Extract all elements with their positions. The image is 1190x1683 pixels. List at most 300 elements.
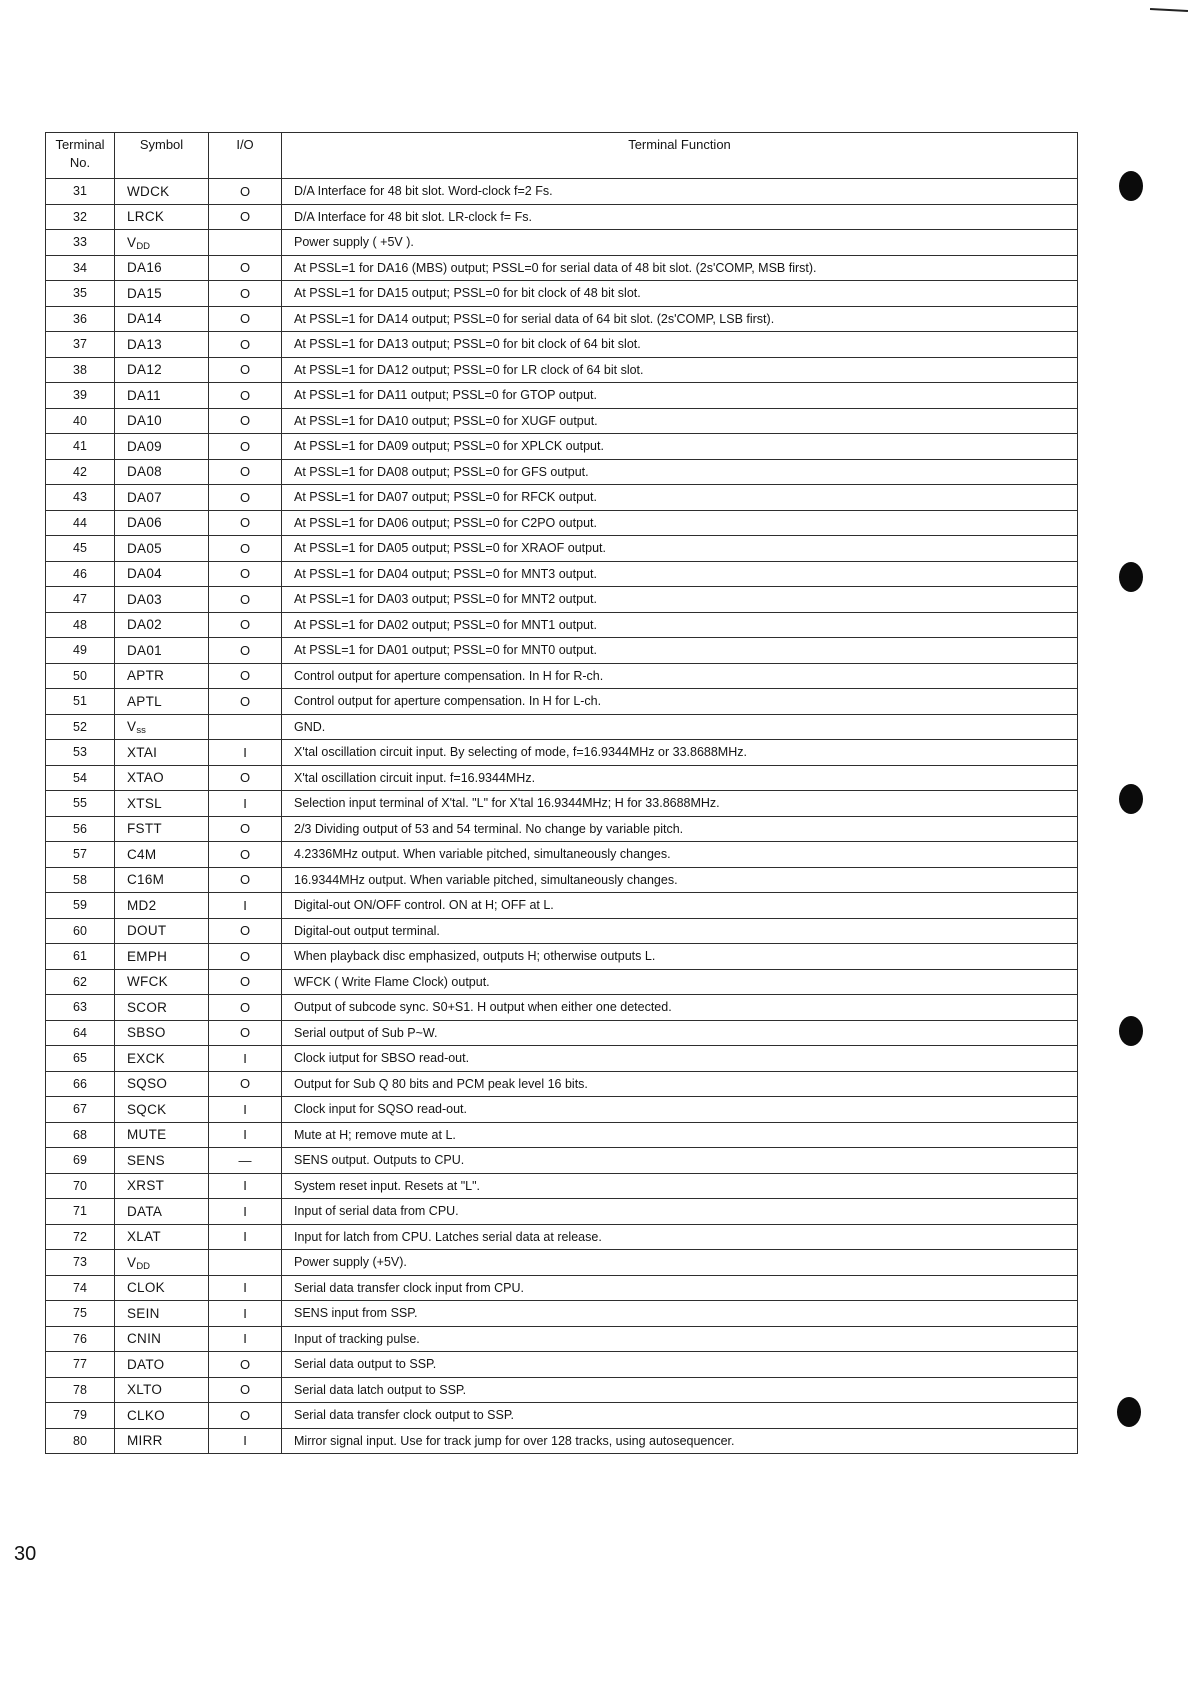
terminal-no-cell: 67 <box>46 1097 115 1123</box>
table-row <box>46 1173 1078 1199</box>
function-cell: At PSSL=1 for DA03 output; PSSL=0 for MNT2 output. <box>282 587 1078 613</box>
function-cell: Clock input for SQSO read-out. <box>282 1097 1078 1123</box>
symbol-cell <box>115 689 209 715</box>
function-cell: At PSSL=1 for DA11 output; PSSL=0 for GTOP output. <box>282 383 1078 409</box>
function-cell: Mute at H; remove mute at L. <box>282 1122 1078 1148</box>
terminal-no-cell: 53 <box>46 740 115 766</box>
table-row <box>46 612 1078 638</box>
symbol-cell <box>115 918 209 944</box>
function-cell: SENS input from SSP. <box>282 1301 1078 1327</box>
io-cell: O <box>209 765 282 791</box>
binding-hole-mark <box>1117 1397 1141 1427</box>
table-row <box>46 306 1078 332</box>
io-cell: O <box>209 281 282 307</box>
io-cell: O <box>209 918 282 944</box>
symbol-text: V <box>127 234 137 250</box>
symbol-text: C4M <box>127 846 157 862</box>
function-cell: SENS output. Outputs to CPU. <box>282 1148 1078 1174</box>
terminal-no-cell: 46 <box>46 561 115 587</box>
symbol-cell <box>115 612 209 638</box>
symbol-text: DA06 <box>127 515 162 531</box>
table-row <box>46 1148 1078 1174</box>
symbol-text: DA16 <box>127 260 162 276</box>
symbol-cell <box>115 408 209 434</box>
io-cell: O <box>209 638 282 664</box>
symbol-text: XTSL <box>127 795 162 811</box>
terminal-no-cell: 71 <box>46 1199 115 1225</box>
symbol-text: CNIN <box>127 1331 162 1347</box>
io-cell: O <box>209 434 282 460</box>
terminal-no-cell: 69 <box>46 1148 115 1174</box>
io-cell: O <box>209 536 282 562</box>
function-cell: At PSSL=1 for DA09 output; PSSL=0 for XPLCK output. <box>282 434 1078 460</box>
io-cell: O <box>209 510 282 536</box>
symbol-cell <box>115 1377 209 1403</box>
terminal-no-cell: 80 <box>46 1428 115 1454</box>
table-row <box>46 561 1078 587</box>
io-cell: I <box>209 791 282 817</box>
symbol-text: DA05 <box>127 540 162 556</box>
terminal-no-cell: 76 <box>46 1326 115 1352</box>
io-cell: I <box>209 1275 282 1301</box>
io-cell: O <box>209 867 282 893</box>
function-cell: Clock iutput for SBSO read-out. <box>282 1046 1078 1072</box>
symbol-cell <box>115 332 209 358</box>
terminal-no-cell: 35 <box>46 281 115 307</box>
table-row <box>46 944 1078 970</box>
io-cell: O <box>209 179 282 205</box>
function-cell: At PSSL=1 for DA04 output; PSSL=0 for MNT3 output. <box>282 561 1078 587</box>
symbol-text: DA14 <box>127 311 162 327</box>
terminal-no-cell: 34 <box>46 255 115 281</box>
terminal-no-cell: 56 <box>46 816 115 842</box>
symbol-cell <box>115 1173 209 1199</box>
terminal-no-cell: 31 <box>46 179 115 205</box>
table-row <box>46 816 1078 842</box>
terminal-no-cell: 75 <box>46 1301 115 1327</box>
table-row <box>46 383 1078 409</box>
io-cell: O <box>209 1020 282 1046</box>
symbol-cell <box>115 893 209 919</box>
scan-edge-mark <box>1150 8 1188 12</box>
io-cell <box>209 714 282 740</box>
symbol-text: DA09 <box>127 438 162 454</box>
terminal-no-cell: 52 <box>46 714 115 740</box>
io-cell: O <box>209 995 282 1021</box>
symbol-cell <box>115 1250 209 1276</box>
terminal-no-cell: 51 <box>46 689 115 715</box>
io-cell: O <box>209 561 282 587</box>
terminal-no-cell: 55 <box>46 791 115 817</box>
function-cell: 16.9344MHz output. When variable pitched, simultaneously changes. <box>282 867 1078 893</box>
table-row <box>46 485 1078 511</box>
symbol-cell <box>115 230 209 256</box>
terminal-no-cell: 58 <box>46 867 115 893</box>
symbol-cell <box>115 587 209 613</box>
table-row <box>46 204 1078 230</box>
symbol-text: DA08 <box>127 464 162 480</box>
symbol-cell <box>115 281 209 307</box>
table-row <box>46 510 1078 536</box>
table-row <box>46 1020 1078 1046</box>
function-cell: At PSSL=1 for DA13 output; PSSL=0 for bit clock of 64 bit slot. <box>282 332 1078 358</box>
symbol-text: DA01 <box>127 642 162 658</box>
symbol-cell <box>115 714 209 740</box>
terminal-no-cell: 77 <box>46 1352 115 1378</box>
table-row <box>46 995 1078 1021</box>
symbol-cell <box>115 969 209 995</box>
io-cell <box>209 1250 282 1276</box>
function-cell: Serial data output to SSP. <box>282 1352 1078 1378</box>
table-row <box>46 179 1078 205</box>
symbol-text: XTAI <box>127 744 158 760</box>
table-row <box>46 332 1078 358</box>
io-cell: I <box>209 1122 282 1148</box>
function-cell: Input of tracking pulse. <box>282 1326 1078 1352</box>
symbol-text: V <box>127 1254 137 1270</box>
symbol-text: SCOR <box>127 999 168 1015</box>
symbol-cell <box>115 1122 209 1148</box>
symbol-cell <box>115 1020 209 1046</box>
table-row <box>46 1224 1078 1250</box>
terminal-no-cell: 78 <box>46 1377 115 1403</box>
symbol-cell <box>115 255 209 281</box>
symbol-text: DATA <box>127 1203 163 1219</box>
function-cell: Power supply (+5V). <box>282 1250 1078 1276</box>
table-row <box>46 1097 1078 1123</box>
header-io: I/O <box>209 133 282 179</box>
io-cell: O <box>209 969 282 995</box>
io-cell: I <box>209 1428 282 1454</box>
symbol-cell <box>115 995 209 1021</box>
io-cell: O <box>209 842 282 868</box>
terminal-no-cell: 38 <box>46 357 115 383</box>
function-cell: GND. <box>282 714 1078 740</box>
table-row <box>46 1428 1078 1454</box>
table-row <box>46 740 1078 766</box>
symbol-text: DA11 <box>127 387 161 403</box>
table-row <box>46 357 1078 383</box>
terminal-no-cell: 40 <box>46 408 115 434</box>
symbol-text: CLOK <box>127 1280 165 1296</box>
symbol-cell <box>115 740 209 766</box>
symbol-cell <box>115 842 209 868</box>
symbol-text: DA03 <box>127 591 162 607</box>
symbol-text: DA04 <box>127 566 162 582</box>
binding-hole-mark <box>1119 171 1143 201</box>
table-row <box>46 867 1078 893</box>
io-cell: O <box>209 383 282 409</box>
function-cell: At PSSL=1 for DA01 output; PSSL=0 for MNT0 output. <box>282 638 1078 664</box>
binding-hole-mark <box>1119 1016 1143 1046</box>
symbol-text: APTL <box>127 693 162 709</box>
io-cell: I <box>209 1173 282 1199</box>
header-symbol: Symbol <box>115 133 209 179</box>
symbol-text: APTR <box>127 668 165 684</box>
io-cell: — <box>209 1148 282 1174</box>
symbol-cell <box>115 1224 209 1250</box>
symbol-text: DOUT <box>127 923 167 939</box>
io-cell <box>209 230 282 256</box>
table-header-row <box>46 133 1078 179</box>
function-cell: Serial data transfer clock output to SSP. <box>282 1403 1078 1429</box>
table-row <box>46 663 1078 689</box>
function-cell: Selection input terminal of X'tal. "L" for X'tal 16.9344MHz; H for 33.8688MHz. <box>282 791 1078 817</box>
symbol-cell <box>115 1071 209 1097</box>
table-row <box>46 714 1078 740</box>
table-row <box>46 689 1078 715</box>
symbol-cell <box>115 459 209 485</box>
function-cell: 2/3 Dividing output of 53 and 54 terminal. No change by variable pitch. <box>282 816 1078 842</box>
symbol-cell <box>115 179 209 205</box>
symbol-cell <box>115 765 209 791</box>
table-row <box>46 587 1078 613</box>
table-row <box>46 1301 1078 1327</box>
io-cell: O <box>209 663 282 689</box>
symbol-cell <box>115 561 209 587</box>
function-cell: Output of subcode sync. S0+S1. H output when either one detected. <box>282 995 1078 1021</box>
binding-hole-mark <box>1119 562 1143 592</box>
symbol-text: MD2 <box>127 897 157 913</box>
function-cell: Digital-out output terminal. <box>282 918 1078 944</box>
symbol-subscript: ss <box>136 725 146 737</box>
table-row <box>46 1199 1078 1225</box>
function-cell: Output for Sub Q 80 bits and PCM peak level 16 bits. <box>282 1071 1078 1097</box>
function-cell: Serial data latch output to SSP. <box>282 1377 1078 1403</box>
terminal-no-cell: 65 <box>46 1046 115 1072</box>
function-cell: Digital-out ON/OFF control. ON at H; OFF at L. <box>282 893 1078 919</box>
io-cell: O <box>209 1352 282 1378</box>
table-row <box>46 1352 1078 1378</box>
table-row <box>46 791 1078 817</box>
symbol-cell <box>115 1275 209 1301</box>
function-cell: WFCK ( Write Flame Clock) output. <box>282 969 1078 995</box>
terminal-no-cell: 59 <box>46 893 115 919</box>
terminal-no-cell: 44 <box>46 510 115 536</box>
symbol-cell <box>115 357 209 383</box>
terminal-no-cell: 32 <box>46 204 115 230</box>
function-cell: At PSSL=1 for DA10 output; PSSL=0 for XUGF output. <box>282 408 1078 434</box>
io-cell: O <box>209 204 282 230</box>
io-cell: I <box>209 1097 282 1123</box>
table-row <box>46 842 1078 868</box>
terminal-no-cell: 48 <box>46 612 115 638</box>
table-row <box>46 1377 1078 1403</box>
terminal-no-cell: 33 <box>46 230 115 256</box>
table-row <box>46 969 1078 995</box>
function-cell: At PSSL=1 for DA16 (MBS) output; PSSL=0 for serial data of 48 bit slot. (2s'COMP, MSB first). <box>282 255 1078 281</box>
table-row <box>46 1071 1078 1097</box>
terminal-no-cell: 49 <box>46 638 115 664</box>
page-number: 30 <box>14 1543 37 1565</box>
table-row <box>46 1046 1078 1072</box>
symbol-cell <box>115 306 209 332</box>
symbol-text: WDCK <box>127 183 170 199</box>
symbol-text: CLKO <box>127 1407 165 1423</box>
symbol-text: DA02 <box>127 617 162 633</box>
table-row <box>46 230 1078 256</box>
symbol-cell <box>115 1301 209 1327</box>
terminal-no-cell: 36 <box>46 306 115 332</box>
function-cell: X'tal oscillation circuit input. By selecting of mode, f=16.9344MHz or 33.8688MHz. <box>282 740 1078 766</box>
table-row <box>46 408 1078 434</box>
terminal-no-cell: 54 <box>46 765 115 791</box>
io-cell: O <box>209 816 282 842</box>
symbol-text: DATO <box>127 1356 165 1372</box>
table-row <box>46 281 1078 307</box>
symbol-text: XLAT <box>127 1229 161 1245</box>
function-cell: Serial output of Sub P~W. <box>282 1020 1078 1046</box>
symbol-cell <box>115 867 209 893</box>
io-cell: O <box>209 1377 282 1403</box>
function-cell: At PSSL=1 for DA07 output; PSSL=0 for RFCK output. <box>282 485 1078 511</box>
symbol-cell <box>115 510 209 536</box>
symbol-text: DA07 <box>127 489 162 505</box>
table-body <box>46 179 1078 1454</box>
function-cell: Input for latch from CPU. Latches serial data at release. <box>282 1224 1078 1250</box>
table-row <box>46 893 1078 919</box>
io-cell: I <box>209 1224 282 1250</box>
table-row <box>46 918 1078 944</box>
io-cell: O <box>209 357 282 383</box>
symbol-text: DA13 <box>127 336 162 352</box>
symbol-text: SBSO <box>127 1025 166 1041</box>
function-cell: System reset input. Resets at "L". <box>282 1173 1078 1199</box>
terminal-no-cell: 72 <box>46 1224 115 1250</box>
symbol-cell <box>115 816 209 842</box>
terminal-no-cell: 62 <box>46 969 115 995</box>
function-cell: At PSSL=1 for DA15 output; PSSL=0 for bit clock of 48 bit slot. <box>282 281 1078 307</box>
symbol-text: MUTE <box>127 1127 167 1143</box>
io-cell: I <box>209 1046 282 1072</box>
function-cell: D/A Interface for 48 bit slot. LR-clock f= Fs. <box>282 204 1078 230</box>
symbol-cell <box>115 1428 209 1454</box>
function-cell: Input of serial data from CPU. <box>282 1199 1078 1225</box>
table-row <box>46 255 1078 281</box>
function-cell: Serial data transfer clock input from CPU. <box>282 1275 1078 1301</box>
terminal-no-cell: 64 <box>46 1020 115 1046</box>
function-cell: 4.2336MHz output. When variable pitched, simultaneously changes. <box>282 842 1078 868</box>
io-cell: O <box>209 485 282 511</box>
terminal-no-cell: 37 <box>46 332 115 358</box>
symbol-text: SQCK <box>127 1101 167 1117</box>
terminal-no-cell: 66 <box>46 1071 115 1097</box>
io-cell: I <box>209 893 282 919</box>
function-cell: D/A Interface for 48 bit slot. Word-clock f=2 Fs. <box>282 179 1078 205</box>
function-cell: At PSSL=1 for DA02 output; PSSL=0 for MNT1 output. <box>282 612 1078 638</box>
function-cell: Control output for aperture compensation. In H for L-ch. <box>282 689 1078 715</box>
io-cell: I <box>209 1326 282 1352</box>
header-terminal-label: Terminal <box>55 137 105 152</box>
function-cell: Power supply ( +5V ). <box>282 230 1078 256</box>
symbol-cell <box>115 1403 209 1429</box>
symbol-text: MIRR <box>127 1433 163 1449</box>
symbol-cell <box>115 1352 209 1378</box>
symbol-text: SENS <box>127 1152 165 1168</box>
terminal-no-cell: 74 <box>46 1275 115 1301</box>
terminal-no-cell: 43 <box>46 485 115 511</box>
io-cell: I <box>209 1199 282 1225</box>
function-cell: Control output for aperture compensation. In H for R-ch. <box>282 663 1078 689</box>
terminal-no-cell: 79 <box>46 1403 115 1429</box>
symbol-text: DA10 <box>127 413 162 429</box>
table-row <box>46 1403 1078 1429</box>
symbol-text: XTAO <box>127 770 164 786</box>
io-cell: O <box>209 459 282 485</box>
function-cell: At PSSL=1 for DA05 output; PSSL=0 for XRAOF output. <box>282 536 1078 562</box>
symbol-cell <box>115 638 209 664</box>
symbol-subscript: DD <box>136 1260 151 1272</box>
terminal-function-table <box>45 132 1078 1454</box>
symbol-cell <box>115 485 209 511</box>
terminal-no-cell: 70 <box>46 1173 115 1199</box>
terminal-no-cell: 41 <box>46 434 115 460</box>
symbol-text: XLTO <box>127 1382 163 1398</box>
io-cell: O <box>209 306 282 332</box>
header-no-label: No. <box>69 155 91 170</box>
terminal-no-cell: 68 <box>46 1122 115 1148</box>
table-row <box>46 1122 1078 1148</box>
function-cell: At PSSL=1 for DA06 output; PSSL=0 for C2PO output. <box>282 510 1078 536</box>
function-cell: When playback disc emphasized, outputs H; otherwise outputs L. <box>282 944 1078 970</box>
symbol-text: EXCK <box>127 1050 165 1066</box>
terminal-no-cell: 63 <box>46 995 115 1021</box>
symbol-cell <box>115 791 209 817</box>
terminal-no-cell: 57 <box>46 842 115 868</box>
terminal-no-cell: 42 <box>46 459 115 485</box>
terminal-no-cell: 45 <box>46 536 115 562</box>
io-cell: O <box>209 587 282 613</box>
table-row <box>46 1275 1078 1301</box>
terminal-no-cell: 39 <box>46 383 115 409</box>
table-row <box>46 638 1078 664</box>
symbol-cell <box>115 663 209 689</box>
symbol-cell <box>115 204 209 230</box>
terminal-no-cell: 60 <box>46 918 115 944</box>
table-row <box>46 459 1078 485</box>
symbol-text: FSTT <box>127 821 162 837</box>
symbol-cell <box>115 1326 209 1352</box>
io-cell: O <box>209 612 282 638</box>
terminal-no-cell: 73 <box>46 1250 115 1276</box>
symbol-text: DA15 <box>127 285 162 301</box>
symbol-text: XRST <box>127 1178 165 1194</box>
symbol-cell <box>115 434 209 460</box>
symbol-text: WFCK <box>127 974 168 990</box>
terminal-no-cell: 50 <box>46 663 115 689</box>
symbol-text: C16M <box>127 872 165 888</box>
function-cell: At PSSL=1 for DA14 output; PSSL=0 for serial data of 64 bit slot. (2s'COMP, LSB first). <box>282 306 1078 332</box>
symbol-subscript: DD <box>136 240 151 252</box>
symbol-cell <box>115 944 209 970</box>
symbol-cell <box>115 536 209 562</box>
table-row <box>46 1250 1078 1276</box>
header-terminal-no <box>46 133 115 179</box>
symbol-cell <box>115 1148 209 1174</box>
symbol-cell <box>115 1199 209 1225</box>
function-cell: X'tal oscillation circuit input. f=16.9344MHz. <box>282 765 1078 791</box>
terminal-no-cell: 61 <box>46 944 115 970</box>
symbol-text: SQSO <box>127 1076 168 1092</box>
io-cell: O <box>209 944 282 970</box>
symbol-text: LRCK <box>127 209 165 225</box>
io-cell: O <box>209 689 282 715</box>
io-cell: O <box>209 1071 282 1097</box>
table-row <box>46 1326 1078 1352</box>
table-row <box>46 536 1078 562</box>
symbol-cell <box>115 1046 209 1072</box>
io-cell: I <box>209 1301 282 1327</box>
